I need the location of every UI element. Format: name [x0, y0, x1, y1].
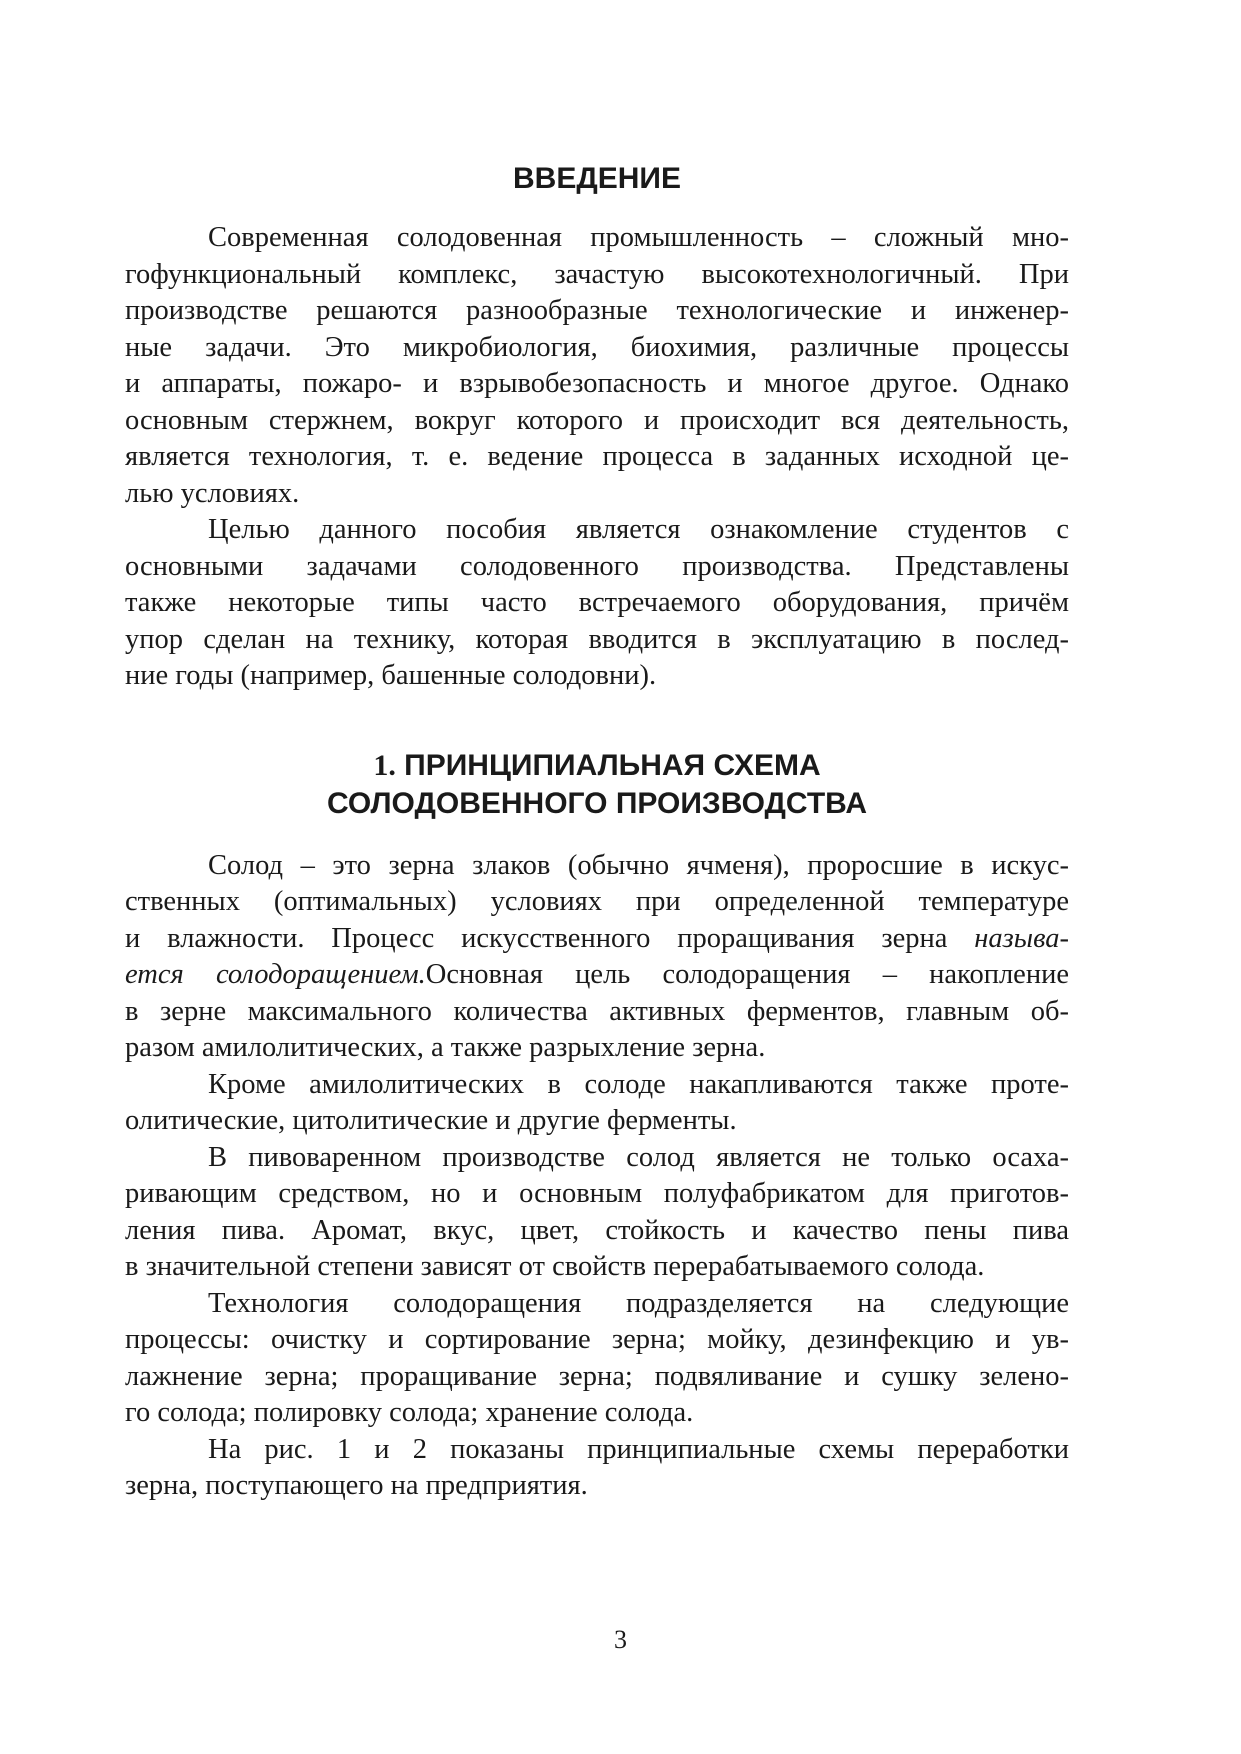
- text-line: производстве решаются разнообразные технологические и инженер-: [125, 295, 1069, 326]
- text-line: Кроме амилолитических в солоде накапливаются также проте-: [208, 1068, 1069, 1100]
- text-line: в зерне максимального количества активных ферментов, главным об-: [125, 995, 1069, 1027]
- section-1-paragraph-5: [125, 1432, 1069, 1505]
- text-line: разом амилолитических, а также разрыхление зерна.: [125, 1032, 766, 1063]
- intro-paragraph-1: [125, 220, 1069, 512]
- text-line: Технология солодоращения подразделяется на следующие: [208, 1287, 1069, 1319]
- intro-paragraph-2: [125, 512, 1069, 695]
- text-line: является технология, т. е. ведение процесса в заданных исходной це-: [125, 441, 1069, 472]
- section-title-line-1: ПРИНЦИПИАЛЬНАЯ СХЕМА: [404, 748, 821, 782]
- text-line: упор сделан на технику, которая вводится в эксплуатацию в послед-: [125, 623, 1069, 655]
- text-line: зерна, поступающего на предприятия.: [125, 1470, 588, 1501]
- italic-term: называ-: [974, 922, 1069, 954]
- text-line: ные задачи. Это микробиология, биохимия, различные процессы: [125, 331, 1069, 363]
- text-line: Целью данного пособия является ознакомление студентов с: [208, 514, 1069, 545]
- text-line: в значительной степени зависят от свойств перерабатываемого солода.: [125, 1251, 985, 1282]
- text-line: также некоторые типы часто встречаемого оборудования, причём: [125, 587, 1069, 618]
- text-line: основными задачами солодовенного производства. Представлены: [125, 550, 1069, 582]
- page-number: 3: [614, 1625, 627, 1654]
- section-1-paragraph-2: [125, 1067, 1069, 1140]
- text-line: Современная солодовенная промышленность – сложный мно-: [208, 222, 1069, 253]
- text-line: ние годы (например, башенные солодовни).: [125, 660, 657, 691]
- text-line: ления пива. Аромат, вкус, цвет, стойкость и качество пены пива: [125, 1214, 1069, 1246]
- text-line: и аппараты, пожаро- и взрывобезопасность и многое другое. Однако: [125, 368, 1069, 399]
- text-line: ривающим средством, но и основным полуфабрикатом для приготов-: [125, 1178, 1069, 1209]
- section-number: 1.: [373, 748, 396, 782]
- text-line: Солод – это зерна злаков (обычно ячменя), проросшие в искус-: [208, 849, 1069, 881]
- text-line: [125, 957, 1069, 994]
- italic-term: ется солодоращением.: [125, 959, 426, 990]
- text-line: гофункциональный комплекс, зачастую высокотехнологичный. При: [125, 258, 1069, 290]
- text-line: процессы: очистку и сортирование зерна; мойку, дезинфекцию и ув-: [125, 1324, 1069, 1355]
- text-line: го солода; полировку солода; хранение солода.: [125, 1397, 694, 1428]
- text-line: олитические, цитолитические и другие ферменты.: [125, 1105, 737, 1136]
- text-line: основным стержнем, вокруг которого и происходит вся деятельность,: [125, 404, 1069, 436]
- intro-title: ВВЕДЕНИЕ: [513, 162, 681, 195]
- section-1-paragraph-4: [125, 1286, 1069, 1432]
- page-content: [125, 160, 1069, 1505]
- section-title-line-2: СОЛОДОВЕННОГО ПРОИЗВОДСТВА: [327, 786, 867, 820]
- text-line: лажнение зерна; проращивание зерна; подвяливание и сушку зелено-: [125, 1360, 1069, 1392]
- text-segment: Основная цель солодоращения – накопление: [425, 959, 1069, 990]
- text-line: В пивоваренном производстве солод является не только осаха-: [208, 1141, 1069, 1173]
- text-line: На рис. 1 и 2 показаны принципиальные схемы переработки: [208, 1433, 1069, 1465]
- text-segment: и влажности. Процесс искусственного проращивания зерна: [125, 922, 975, 954]
- text-line: ственных (оптимальных) условиях при определенной температуре: [125, 886, 1069, 917]
- section-1-paragraph-1: [125, 848, 1069, 1067]
- text-line: лью условиях.: [125, 477, 300, 509]
- section-1-paragraph-3: [125, 1140, 1069, 1286]
- text-line: [125, 921, 1069, 958]
- section-1-title: [125, 747, 1069, 823]
